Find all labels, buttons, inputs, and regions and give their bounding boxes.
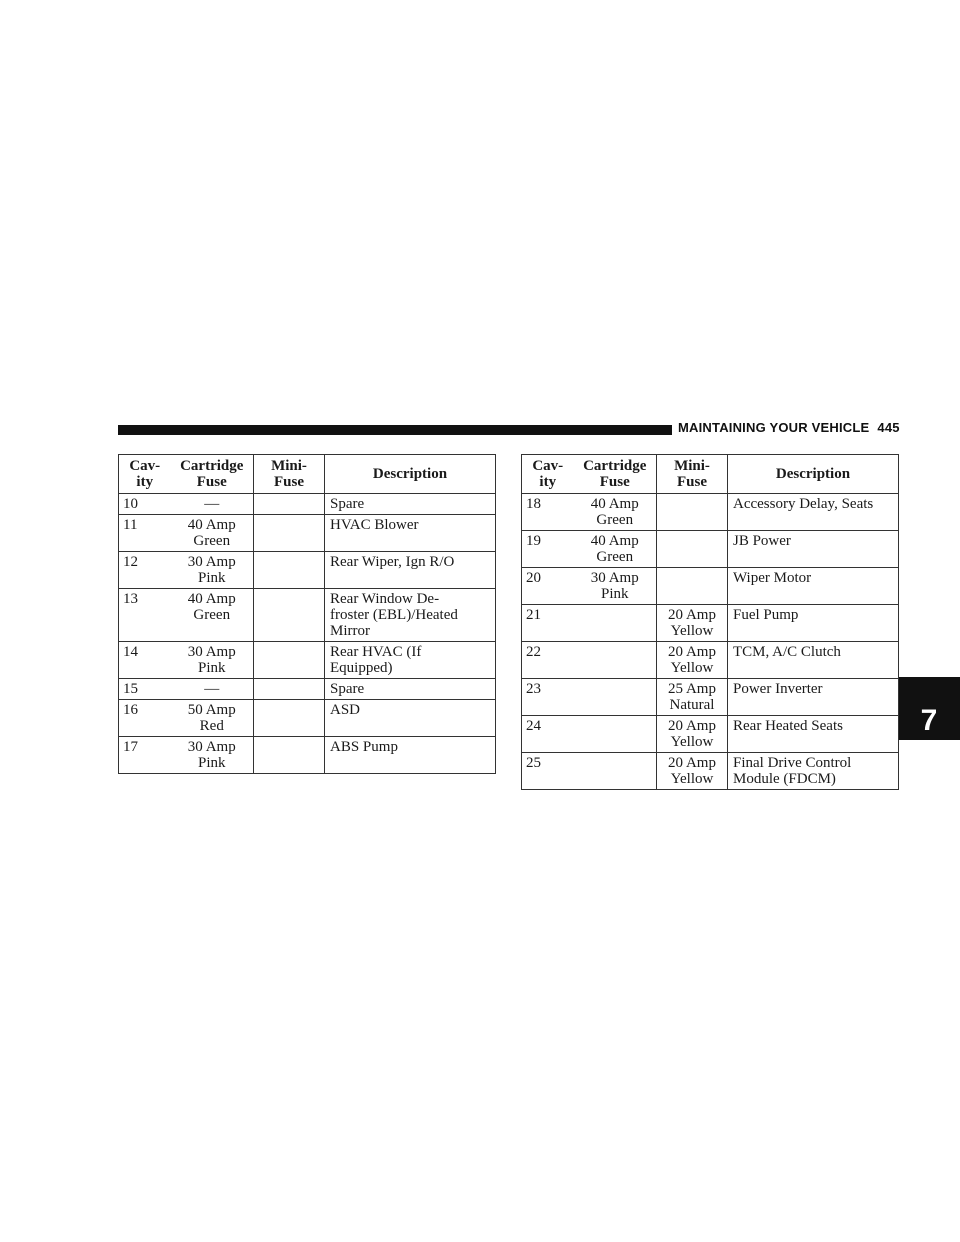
table-row bbox=[119, 700, 496, 737]
mini-fuse-cell: 20 Amp Yellow bbox=[657, 753, 728, 790]
cartridge-fuse-cell: 30 Amp Pink bbox=[171, 552, 254, 589]
cavity-cell: 18 bbox=[522, 494, 574, 531]
chapter-tab: 7 bbox=[898, 677, 960, 740]
col-mini-fuse-header: Mini-Fuse bbox=[657, 455, 728, 494]
col-mini-fuse-header: Mini-Fuse bbox=[254, 455, 325, 494]
description-cell: Rear Heated Seats bbox=[728, 716, 899, 753]
cavity-cell: 21 bbox=[522, 605, 574, 642]
description-cell: ABS Pump bbox=[325, 737, 496, 774]
description-cell: JB Power bbox=[728, 531, 899, 568]
table-row bbox=[119, 642, 496, 679]
cartridge-fuse-cell: 30 Amp Pink bbox=[171, 642, 254, 679]
running-header bbox=[678, 420, 900, 435]
mini-fuse-cell bbox=[657, 531, 728, 568]
mini-fuse-cell bbox=[254, 515, 325, 552]
cartridge-fuse-cell: 40 Amp Green bbox=[171, 515, 254, 552]
mini-fuse-cell: 20 Amp Yellow bbox=[657, 605, 728, 642]
description-cell: TCM, A/C Clutch bbox=[728, 642, 899, 679]
col-description-header: Description bbox=[728, 455, 899, 494]
col-description-header: Description bbox=[325, 455, 496, 494]
table-row bbox=[119, 589, 496, 642]
description-cell: Accessory Delay, Seats bbox=[728, 494, 899, 531]
cavity-cell: 15 bbox=[119, 679, 171, 700]
cavity-cell: 17 bbox=[119, 737, 171, 774]
table-row bbox=[119, 737, 496, 774]
cavity-cell: 10 bbox=[119, 494, 171, 515]
cartridge-fuse-cell bbox=[574, 642, 657, 679]
cartridge-fuse-cell: — bbox=[171, 679, 254, 700]
cartridge-fuse-cell bbox=[574, 605, 657, 642]
cartridge-fuse-cell: 50 Amp Red bbox=[171, 700, 254, 737]
table-row bbox=[522, 568, 899, 605]
mini-fuse-cell bbox=[254, 552, 325, 589]
cavity-cell: 12 bbox=[119, 552, 171, 589]
table-row bbox=[522, 531, 899, 568]
description-cell: Spare bbox=[325, 494, 496, 515]
description-cell: Rear Window De- froster (EBL)/Heated Mirror bbox=[325, 589, 496, 642]
cartridge-fuse-cell: 30 Amp Pink bbox=[171, 737, 254, 774]
table-row bbox=[522, 716, 899, 753]
fuse-table-right bbox=[521, 454, 899, 790]
description-cell: ASD bbox=[325, 700, 496, 737]
table-row bbox=[119, 679, 496, 700]
mini-fuse-cell bbox=[657, 568, 728, 605]
description-cell: HVAC Blower bbox=[325, 515, 496, 552]
mini-fuse-cell bbox=[254, 589, 325, 642]
table-row bbox=[119, 515, 496, 552]
table-header bbox=[119, 455, 496, 494]
cartridge-fuse-cell: 40 Amp Green bbox=[574, 494, 657, 531]
cartridge-fuse-cell: 40 Amp Green bbox=[171, 589, 254, 642]
table-row bbox=[522, 642, 899, 679]
description-cell: Rear Wiper, Ign R/O bbox=[325, 552, 496, 589]
col-cavity-header: Cav- ity bbox=[119, 455, 171, 494]
cartridge-fuse-cell bbox=[574, 753, 657, 790]
table-row bbox=[522, 605, 899, 642]
col-cartridge-header: Cartridge Fuse bbox=[574, 455, 657, 494]
mini-fuse-cell bbox=[254, 700, 325, 737]
mini-fuse-cell bbox=[657, 494, 728, 531]
description-cell: Fuel Pump bbox=[728, 605, 899, 642]
table-row bbox=[522, 753, 899, 790]
mini-fuse-cell bbox=[254, 737, 325, 774]
description-cell: Power Inverter bbox=[728, 679, 899, 716]
cavity-cell: 16 bbox=[119, 700, 171, 737]
section-title: MAINTAINING YOUR VEHICLE bbox=[678, 420, 870, 435]
cartridge-fuse-cell: 30 Amp Pink bbox=[574, 568, 657, 605]
mini-fuse-cell bbox=[254, 642, 325, 679]
mini-fuse-cell bbox=[254, 679, 325, 700]
table-row bbox=[119, 494, 496, 515]
table-row bbox=[522, 494, 899, 531]
mini-fuse-cell: 25 Amp Natural bbox=[657, 679, 728, 716]
cartridge-fuse-cell: — bbox=[171, 494, 254, 515]
cavity-cell: 20 bbox=[522, 568, 574, 605]
page-number: 445 bbox=[877, 420, 900, 435]
cartridge-fuse-cell bbox=[574, 679, 657, 716]
description-cell: Wiper Motor bbox=[728, 568, 899, 605]
fuse-table-left bbox=[118, 454, 496, 774]
cartridge-fuse-cell bbox=[574, 716, 657, 753]
col-cartridge-header: Cartridge Fuse bbox=[171, 455, 254, 494]
cartridge-fuse-cell: 40 Amp Green bbox=[574, 531, 657, 568]
table-row bbox=[119, 552, 496, 589]
description-cell: Spare bbox=[325, 679, 496, 700]
cavity-cell: 19 bbox=[522, 531, 574, 568]
cavity-cell: 14 bbox=[119, 642, 171, 679]
table-header bbox=[522, 455, 899, 494]
description-cell: Rear HVAC (If Equipped) bbox=[325, 642, 496, 679]
table-row bbox=[522, 679, 899, 716]
col-cavity-header: Cav- ity bbox=[522, 455, 574, 494]
cavity-cell: 22 bbox=[522, 642, 574, 679]
mini-fuse-cell bbox=[254, 494, 325, 515]
cavity-cell: 13 bbox=[119, 589, 171, 642]
cavity-cell: 24 bbox=[522, 716, 574, 753]
mini-fuse-cell: 20 Amp Yellow bbox=[657, 716, 728, 753]
cavity-cell: 25 bbox=[522, 753, 574, 790]
description-cell: Final Drive Control Module (FDCM) bbox=[728, 753, 899, 790]
header-rule bbox=[118, 425, 672, 435]
cavity-cell: 23 bbox=[522, 679, 574, 716]
mini-fuse-cell: 20 Amp Yellow bbox=[657, 642, 728, 679]
cavity-cell: 11 bbox=[119, 515, 171, 552]
